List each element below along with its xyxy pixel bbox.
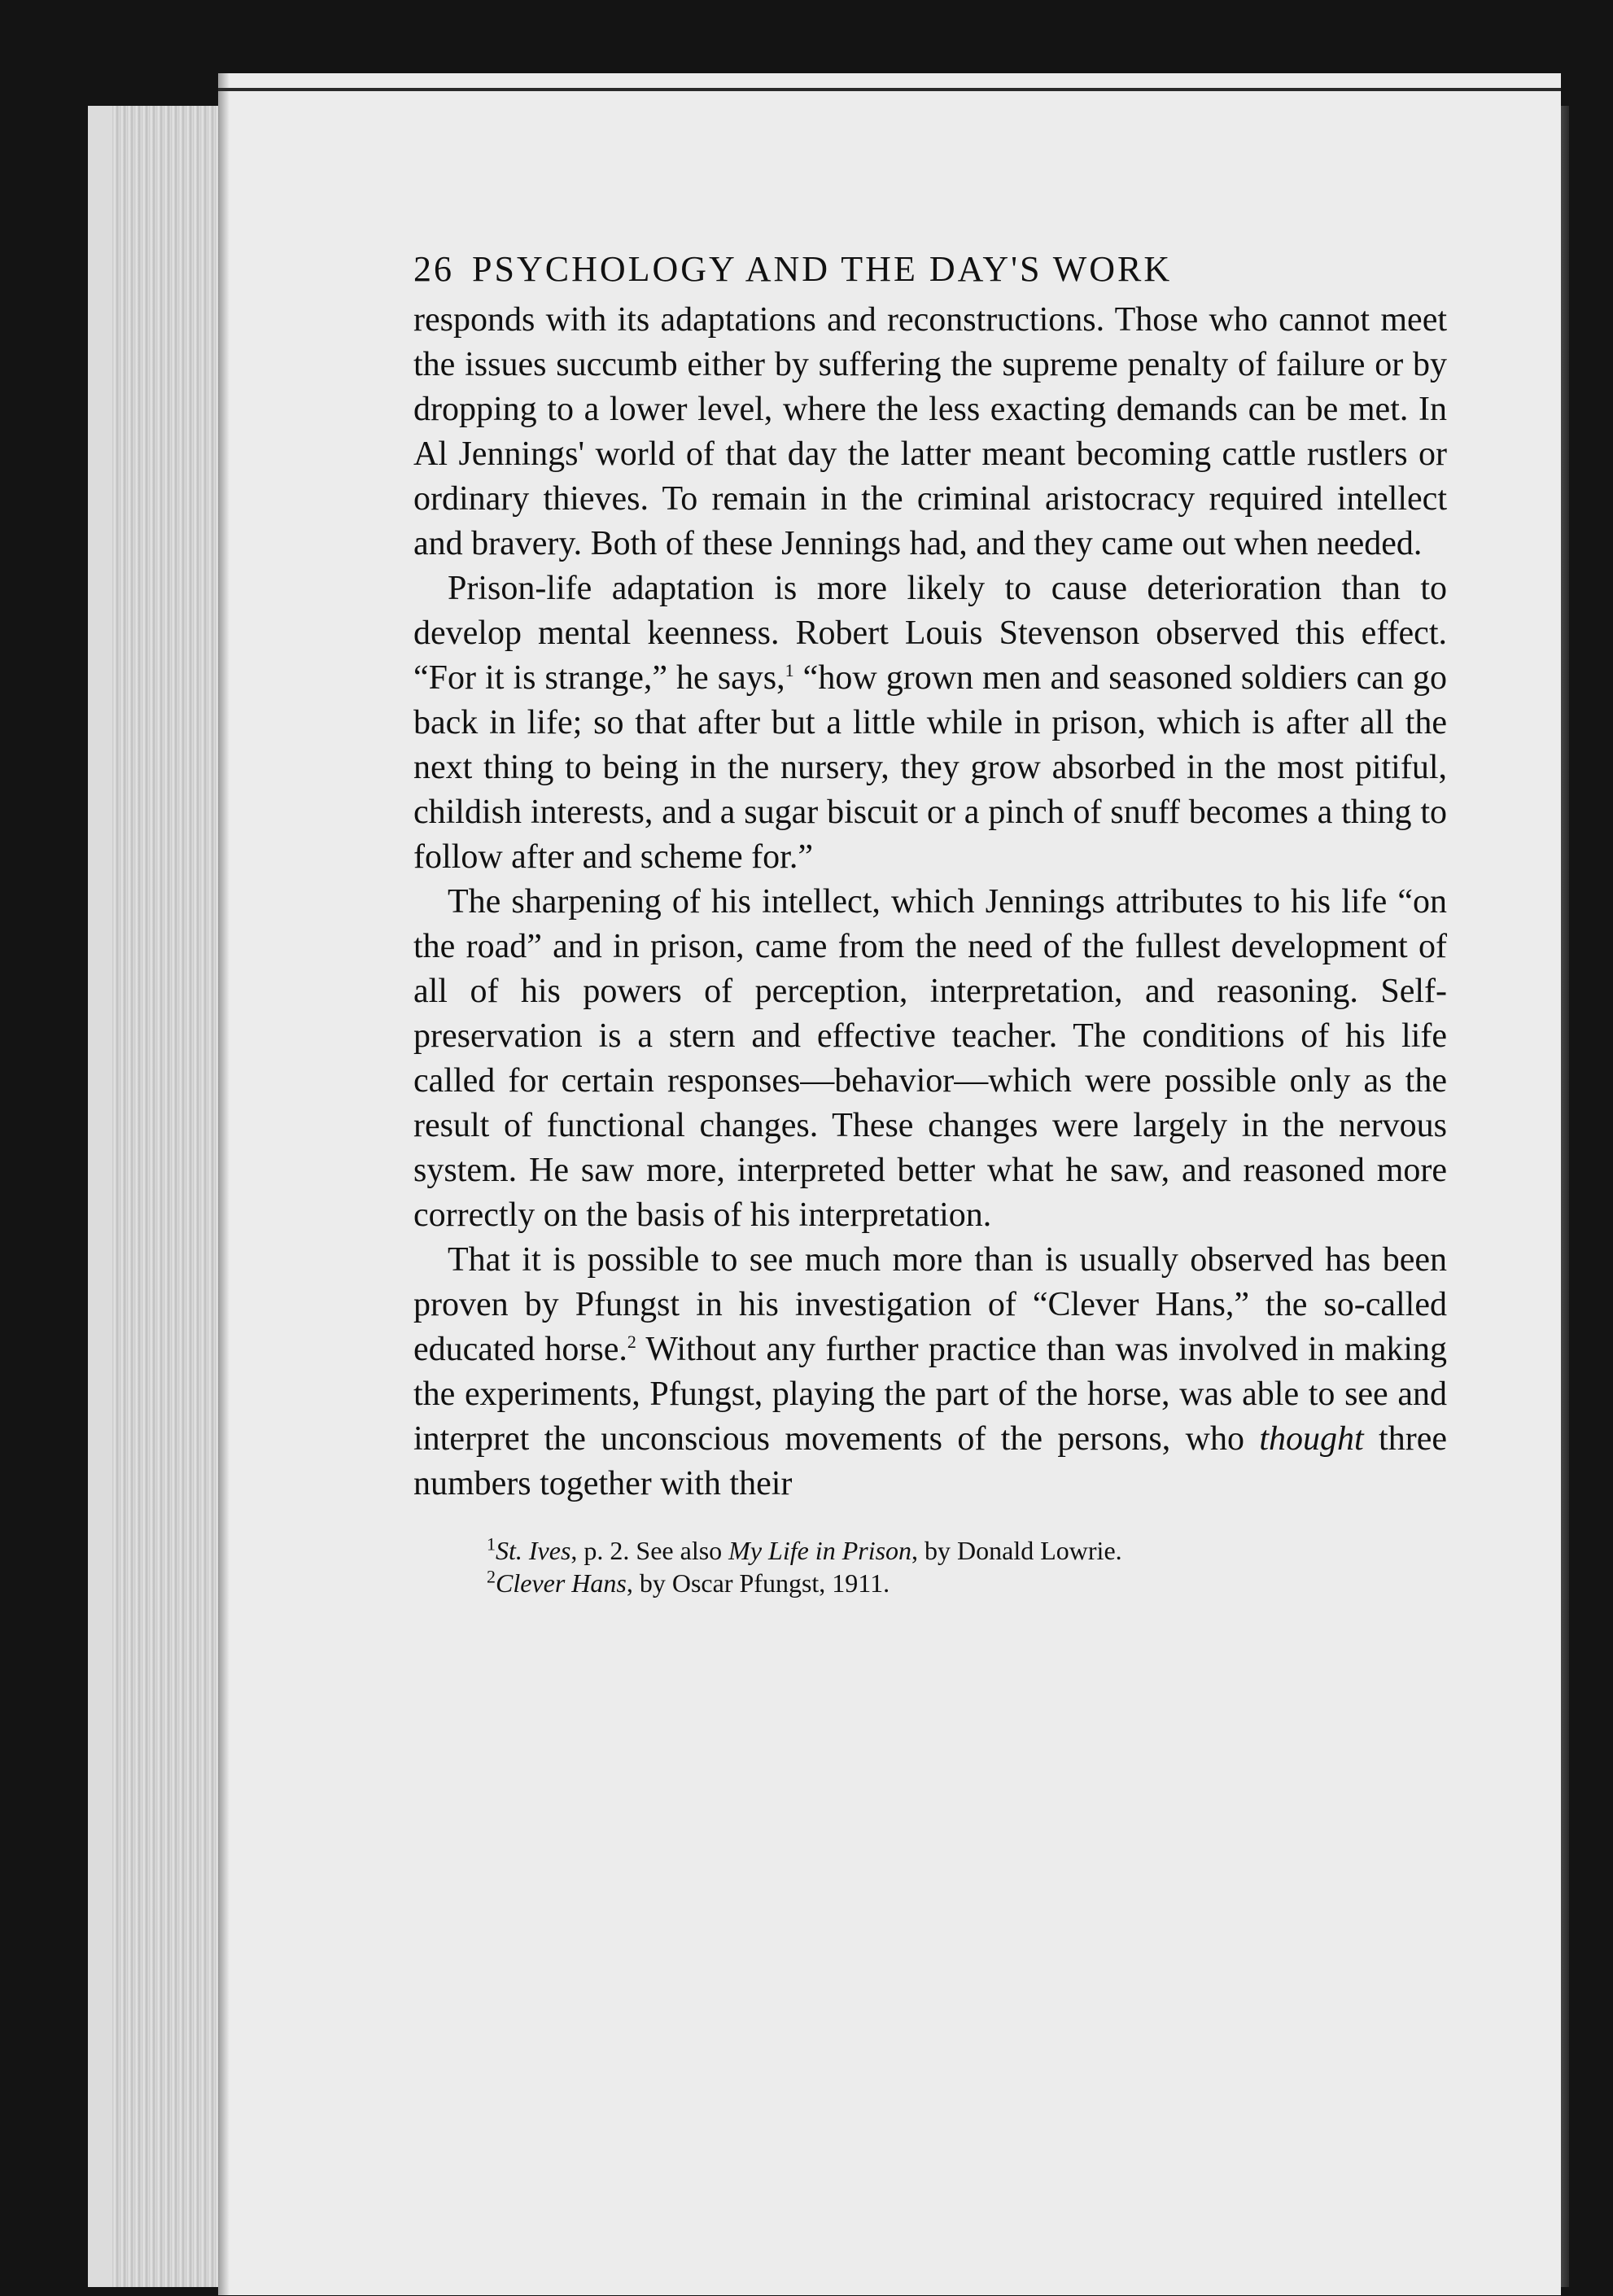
body-paragraph xyxy=(413,1238,1447,1507)
text-run: That it is possible to see much more than is usually observed has been proven by Pfungst in his investigation of “Clever Hans,” the so-called educated horse. xyxy=(413,1241,1447,1368)
body-paragraphs xyxy=(413,298,1447,1507)
text-run: responds with its adaptations and reconstructions. Those who cannot meet the issues succumb either by suffering the supreme penalty of failure or by dropping to a lower level, where the less exacting demands can be met. In Al Jennings' world of that day the latter meant becoming cattle rustlers or ordinary thieves. To remain in the criminal aristocracy required intellect and bravery. Both of these Jennings had, and they came out when needed. xyxy=(413,301,1447,562)
text-run: Prison-life adaptation is more likely to cause deterioration than to develop mental keenness. Robert Louis Stevenson observed this effect. “For it is strange,” he says, xyxy=(413,570,1447,697)
italic-text: My Life in Prison xyxy=(728,1536,912,1565)
body-paragraph xyxy=(413,566,1447,880)
text-run: , by Donald Lowrie. xyxy=(911,1536,1122,1565)
page-gutter-shadow xyxy=(218,73,229,2295)
italic-text: thought xyxy=(1259,1420,1364,1458)
book-page xyxy=(218,73,1561,2295)
footnote xyxy=(487,1567,1447,1599)
text-run: Without any further practice than was involved in making the experiments, Pfungst, playing the part of the horse, was able to see and interpret the unconscious movements of the persons, who xyxy=(413,1331,1448,1458)
page-text-block xyxy=(413,244,1447,1599)
text-run: “how grown men and seasoned soldiers can go back in life; so that after but a little while in prison, which is after all the next thing to being in the nursery, they grow absorbed in the most pitiful, childish interests, and a sugar biscuit or a pinch of snuff becomes a thing to follow after and scheme for.” xyxy=(413,659,1447,876)
running-header xyxy=(413,244,1447,295)
running-title: PSYCHOLOGY AND THE DAY'S WORK xyxy=(472,249,1173,289)
footnote-marker: 2 xyxy=(487,1566,496,1587)
text-run: The sharpening of his intellect, which Jennings attributes to his life “on the road” and in prison, came from the need of the fullest development of all of his powers of perception, interpretation, and reasoning. Self-preservation is a stern and effective teacher. The conditions of his life called for certain responses—behavior—which were possible only as the result of functional changes. These changes were largely in the nervous system. He saw more, interpreted better what he saw, and reasoned more correctly on the basis of his interpretation. xyxy=(413,883,1447,1234)
page-top-edge xyxy=(218,88,1561,91)
text-run: , by Oscar Pfungst, 1911. xyxy=(626,1568,890,1598)
text-run: , p. 2. See also xyxy=(570,1536,729,1565)
text-run: three numbers together with their xyxy=(413,1420,1447,1502)
footnote-marker: 2 xyxy=(627,1332,636,1352)
footnote-marker: 1 xyxy=(487,1533,496,1555)
footnote-marker: 1 xyxy=(785,660,794,680)
body-paragraph xyxy=(413,298,1447,566)
italic-text: St. Ives xyxy=(496,1536,571,1565)
footnote xyxy=(487,1534,1447,1567)
footnotes xyxy=(413,1534,1447,1599)
body-paragraph xyxy=(413,880,1447,1238)
page-number: 26 xyxy=(413,249,454,289)
italic-text: Clever Hans xyxy=(496,1568,627,1598)
